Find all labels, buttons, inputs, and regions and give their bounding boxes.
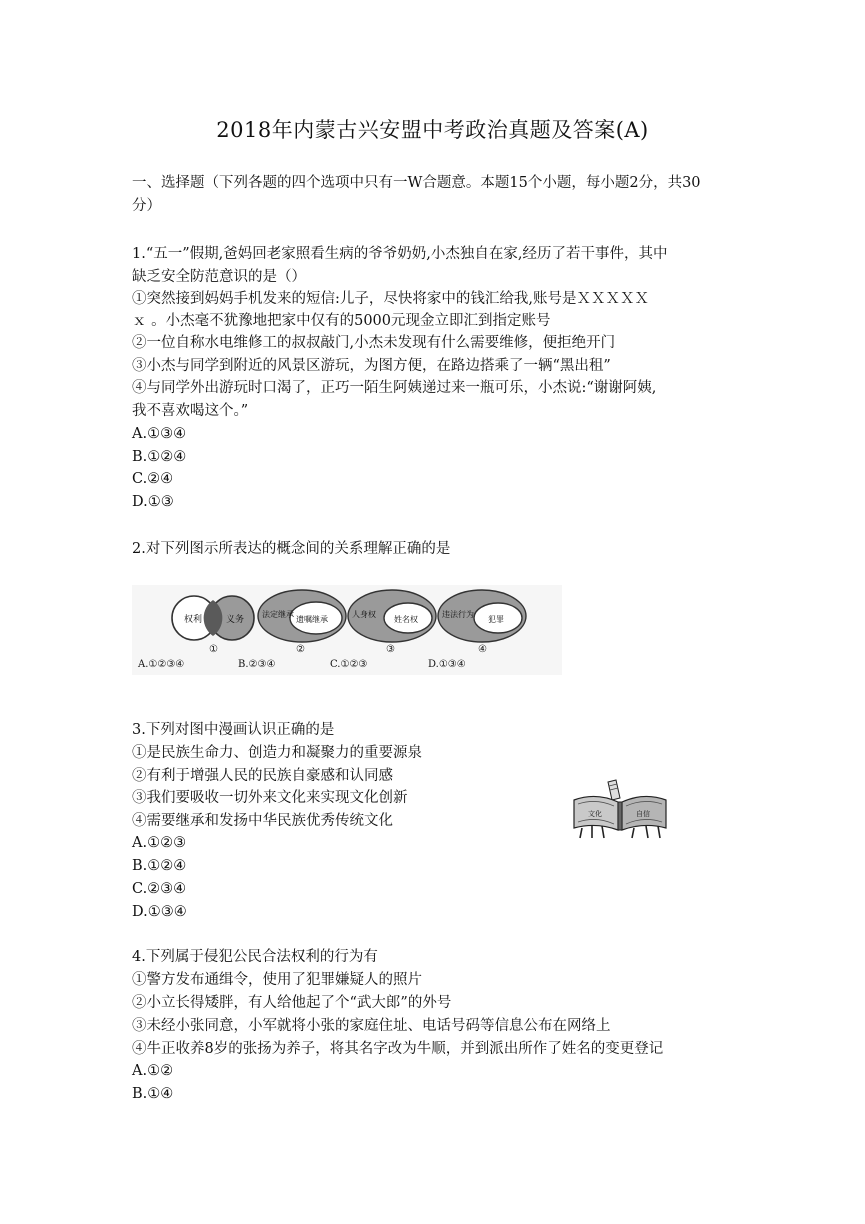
q1-option-b: B.①②④ [132,449,187,465]
q3-stem: 3.下列对图中漫画认识正确的是 [132,722,335,738]
q1-statement-4-cont: 我不喜欢喝这个。” [132,403,249,419]
q1-option-d: D.①③ [132,494,174,510]
q2-option-c: C.①②③ [330,659,368,670]
q4-option-b: B.①④ [132,1086,174,1102]
q1-statement-1-cont: ｘ 。小杰毫不犹豫地把家中仅有的5000元现金立即汇到指定账号 [132,313,551,329]
q1-stem-cont: 缺乏安全防范意识的是（） [132,269,306,285]
diagram-1-number: ① [209,644,218,655]
diagram-1-right-label: 义务 [226,615,245,625]
cartoon-left-label: 文化 [588,810,602,818]
diagram-3-number: ③ [386,644,395,655]
section-heading: 一、选择题（下列各题的四个选项中只有一W合题意。本题15个小题，每小题2分，共30 [132,175,701,191]
diagram-1-left-label: 权利 [184,615,203,625]
diagram-2-number: ② [296,644,305,655]
q2-option-d: D.①③④ [428,659,466,670]
q2-option-a: A.①②③④ [138,659,185,670]
q4-statement-3: ③未经小张同意，小军就将小张的家庭住址、电话号码等信息公布在网络上 [132,1018,611,1034]
q2-stem: 2.对下列图示所表达的概念间的关系理解正确的是 [132,541,451,557]
q3-option-b: B.①②④ [132,858,187,874]
q4-statement-1: ①警方发布通缉令，使用了犯罪嫌疑人的照片 [132,972,422,988]
q1-option-c: C.②④ [132,471,174,487]
page-title: 2018年内蒙古兴安盟中考政治真题及答案(A) [216,118,649,142]
q4-stem: 4.下列属于侵犯公民合法权利的行为有 [132,949,378,965]
diagram-4-outer-label: 违法行为 [442,610,474,619]
q3-option-d: D.①③④ [132,904,187,920]
q3-statement-2: ②有利于增强人民的民族自豪感和认同感 [132,768,393,784]
q3-statement-3: ③我们要吸收一切外来文化来实现文化创新 [132,790,408,806]
q1-option-a: A.①③④ [132,426,187,442]
q2-option-b: B.②③④ [238,659,276,670]
q3-option-c: C.②③④ [132,881,187,897]
q3-statement-4: ④需要继承和发扬中华民族优秀传统文化 [132,813,393,829]
q1-statement-3: ③小杰与同学到附近的风景区游玩，为图方便，在路边搭乘了一辆“黑出租” [132,358,611,374]
q4-statement-4: ④牛正收养8岁的张扬为养子，将其名字改为牛顺，并到派出所作了姓名的变更登记 [132,1041,664,1057]
cartoon-book-image [570,778,670,840]
diagram-2-outer-label: 法定继承 [262,610,294,619]
section-heading-cont: 分） [132,198,161,214]
q4-option-a: A.①② [132,1063,174,1079]
diagram-4-number: ④ [478,644,487,655]
concept-diagram-figure [132,585,562,675]
cartoon-right-label: 自信 [636,810,650,818]
q1-statement-4: ④与同学外出游玩时口渴了，正巧一陌生阿姨递过来一瓶可乐，小杰说:“谢谢阿姨, [132,380,657,396]
q3-option-a: A.①②③ [132,835,187,851]
diagram-2-inner-label: 遗嘱继承 [296,615,328,624]
q4-statement-2: ②小立长得矮胖，有人给他起了个“武大郎”的外号 [132,995,452,1011]
q1-stem: 1.“五一”假期,爸妈回老家照看生病的爷爷奶奶,小杰独自在家,经历了若干事件，其中 [132,246,668,262]
diagram-3-inner-label: 姓名权 [394,615,418,624]
q3-statement-1: ①是民族生命力、创造力和凝聚力的重要源泉 [132,745,422,761]
q1-statement-1: ①突然接到妈妈手机发来的短信:儿子，尽快将家中的钱汇给我,账号是ＸＸＸＸＸ [132,291,649,307]
q1-statement-2: ②一位自称水电维修工的叔叔敲门,小杰未发现有什么需要维修，便拒绝开门 [132,335,616,351]
diagram-3-outer-label: 人身权 [352,610,376,619]
diagram-4-inner-label: 犯罪 [488,615,504,624]
